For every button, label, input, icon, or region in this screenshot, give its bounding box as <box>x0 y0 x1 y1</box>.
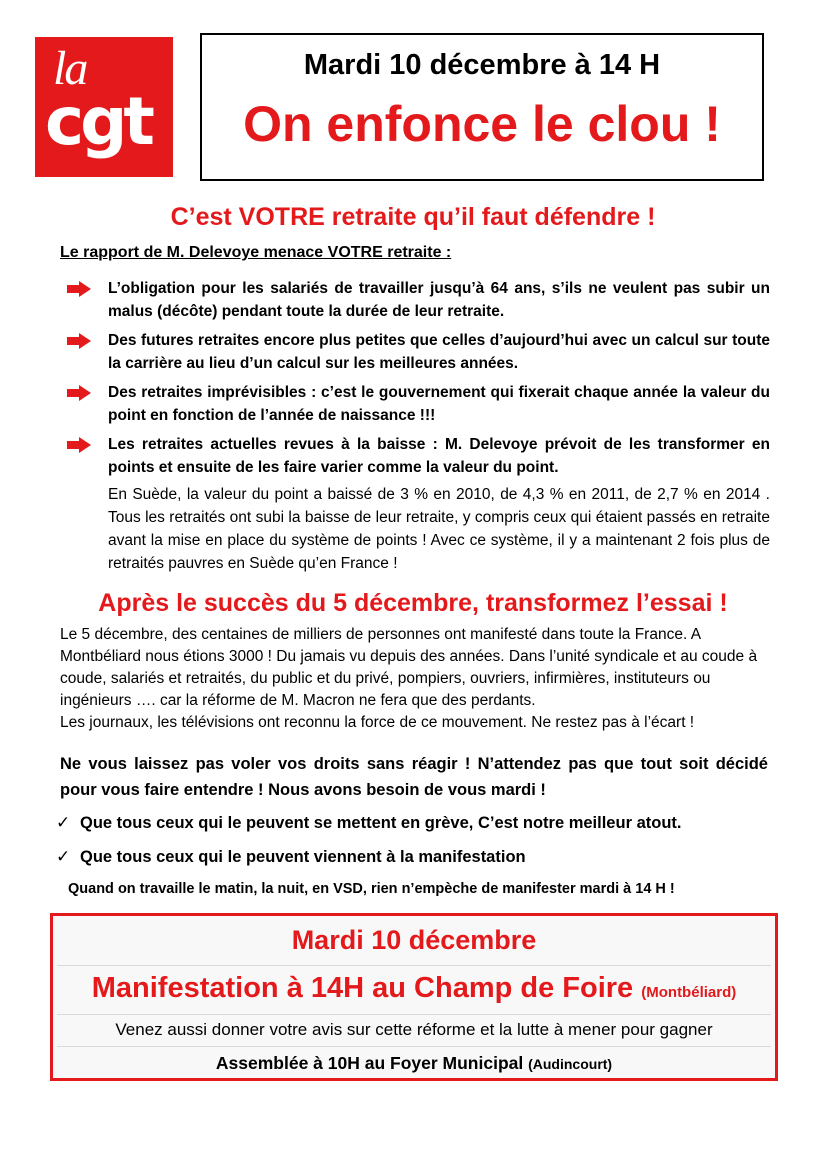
divider <box>57 1014 771 1015</box>
event-title <box>53 972 775 1005</box>
assembly-line <box>53 1053 775 1074</box>
cgt-logo <box>35 37 173 177</box>
bullet-item: Des retraites imprévisibles : c’est le gouvernement qui fixerait chaque année la valeur du point en fonction de l’année de naissance !!! <box>108 384 770 424</box>
section1-subheading: Le rapport de M. Delevoye menace VOTRE retraite : <box>60 244 452 261</box>
assembly-text: Assemblée à 10H au Foyer Municipal <box>215 1053 524 1073</box>
check-item-demo: Que tous ceux qui le peuvent viennent à la manifestation <box>80 848 526 866</box>
title-box <box>200 33 764 181</box>
section2-paragraph2: Les journaux, les télévisions ont reconnu la force de ce mouvement. Ne restez pas à l’écart ! <box>60 714 695 731</box>
call-to-action: Ne vous laissez pas voler vos droits sans réagir ! N’attendez pas que tout soit décidé pour vous faire entendre ! Nous avons besoin de vous mardi ! <box>60 755 768 799</box>
logo-la-text: la <box>53 42 87 95</box>
header-date: Mardi 10 décembre à 14 H <box>303 49 661 81</box>
arrow-icon <box>67 437 91 453</box>
event-box <box>50 913 778 1081</box>
note-text: Quand on travaille le matin, la nuit, en VSD, rien n’empèche de manifester mardi à 14 H ! <box>68 881 675 897</box>
checkmark-icon: ✓ <box>56 847 71 867</box>
section1-heading: C’est VOTRE retraite qu’il faut défendre ! <box>170 203 656 231</box>
event-place: (Montbéliard) <box>641 984 737 1001</box>
event-date: Mardi 10 décembre <box>291 925 537 955</box>
arrow-icon <box>67 385 91 401</box>
section2-paragraph: Le 5 décembre, des centaines de milliers de personnes ont manifesté dans toute la France. A Montbéliard nous étions 3000 ! Du jamais vu depuis des années. Dans l’unité syndicale et au coude à coude, salariés et retraités, du public et du privé, pompiers, ouvriers, infirmières, instituteurs ou ingénieurs …. car la réforme de M. Macron ne fera que des perdants. <box>60 626 758 709</box>
logo-cgt-text: cgt <box>45 83 151 160</box>
assembly-place: (Audincourt) <box>528 1056 613 1072</box>
divider <box>57 1046 771 1047</box>
event-invite: Venez aussi donner votre avis sur cette réforme et la lutte à mener pour gagner <box>115 1020 713 1039</box>
check-item-strike: Que tous ceux qui le peuvent se mettent en grève, C’est notre meilleur atout. <box>80 814 682 832</box>
divider <box>57 965 771 966</box>
section2-heading: Après le succès du 5 décembre, transformez l’essai ! <box>98 589 728 617</box>
event-name: Manifestation à 14H au Champ de Foire <box>91 972 634 1004</box>
checkmark-icon: ✓ <box>56 813 71 833</box>
arrow-icon <box>67 333 91 349</box>
bullet-item: Des futures retraites encore plus petites que celles d’aujourd’hui avec un calcul sur toute la carrière au lieu d’un calcul sur les meilleures années. <box>108 332 770 372</box>
bullet-item: L’obligation pour les salariés de travailler jusqu’à 64 ans, s’ils ne veulent pas subir un malus (décôte) pendant toute la durée de leur retraite. <box>108 280 770 320</box>
bullet-detail: En Suède, la valeur du point a baissé de 3 % en 2010, de 4,3 % en 2011, de 2,7 % en 2014 . Tous les retraités ont subi la baisse de leur retraite, y compris ceux qui étaient passés en retraite avant la mise en place du système de points ! Avec ce système, il y a maintenant 2 fois plus de retraités pauvres en Suède qu’en France ! <box>108 486 770 572</box>
page-title: On enfonce le clou ! <box>243 96 721 152</box>
arrow-icon <box>67 281 91 297</box>
bullet-item: Les retraites actuelles revues à la baisse : M. Delevoye prévoit de les transformer en points et ensuite de les faire varier comme la valeur du point. <box>108 436 770 476</box>
